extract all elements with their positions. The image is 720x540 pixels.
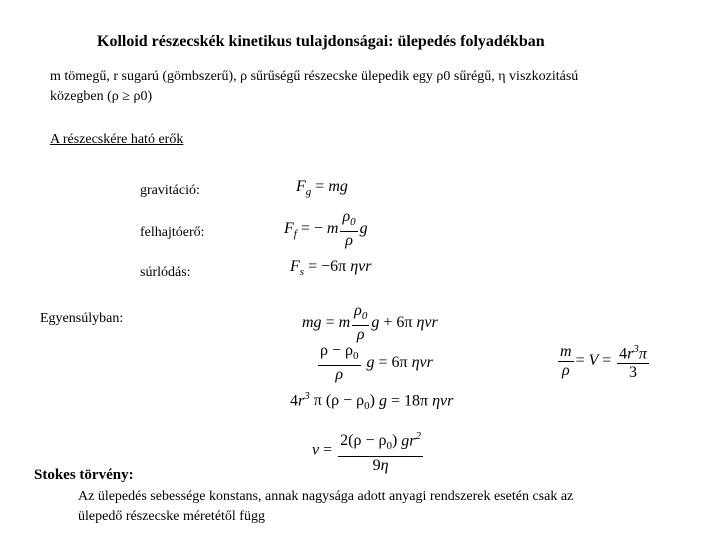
stokes-line-1: Az ülepedés sebessége konstans, annak nagysága adott anyagi rendszerek esetén csak az xyxy=(78,489,574,504)
buoyancy-equation: $F_f$ = − m $\frac{\rho_0}{\rho}$ g xyxy=(284,208,368,250)
page-title: Kolloid részecskék kinetikus tulajdonságai: ülepedés folyadékban xyxy=(97,33,545,50)
intro-line-1: m tömegű, r sugarú (gömbszerű), ρ sűrűségű részecske ülepedik egy ρ0 sűrégű, η viszkozitású xyxy=(50,69,579,84)
stokes-line-2: ülepedő részecske méretétől függ xyxy=(78,509,265,524)
forces-heading: A részecskére ható erők xyxy=(50,132,184,147)
intro-text xyxy=(50,67,578,107)
intro-line-2: közegben (ρ ≥ ρ0) xyxy=(50,89,153,104)
friction-equation: $F_s = -6\pi$ ηvr xyxy=(290,258,372,279)
velocity-equation: v = $\frac{2(\rho - \rho_0) gr^2}{9\eta}$ xyxy=(312,427,425,475)
friction-label: súrlódás: xyxy=(140,265,191,280)
gravity-label: gravitáció: xyxy=(140,183,200,198)
equilibrium-equation-3: $4r^3$ π $(\rho - \rho_0)$ g = 18π ηvr xyxy=(290,390,454,413)
stokes-title: Stokes törvény: xyxy=(34,467,134,483)
buoyancy-label: felhajtóerő: xyxy=(140,225,205,240)
stokes-text xyxy=(78,487,678,527)
equilibrium-label: Egyensúlyban: xyxy=(40,311,124,326)
mass-volume-equation: $\frac{m}{\rho}$ = V = $\frac{4r^3\pi}{3}$ xyxy=(556,340,651,382)
equilibrium-equation-2: $\frac{\rho - \rho_0}{\rho}$ g = 6π ηvr xyxy=(320,342,433,384)
gravity-equation: $F_g$ = mg xyxy=(296,178,348,199)
equilibrium-equation-1: mg = m $\frac{\rho_0}{\rho}$ g + 6π ηvr xyxy=(302,302,438,344)
